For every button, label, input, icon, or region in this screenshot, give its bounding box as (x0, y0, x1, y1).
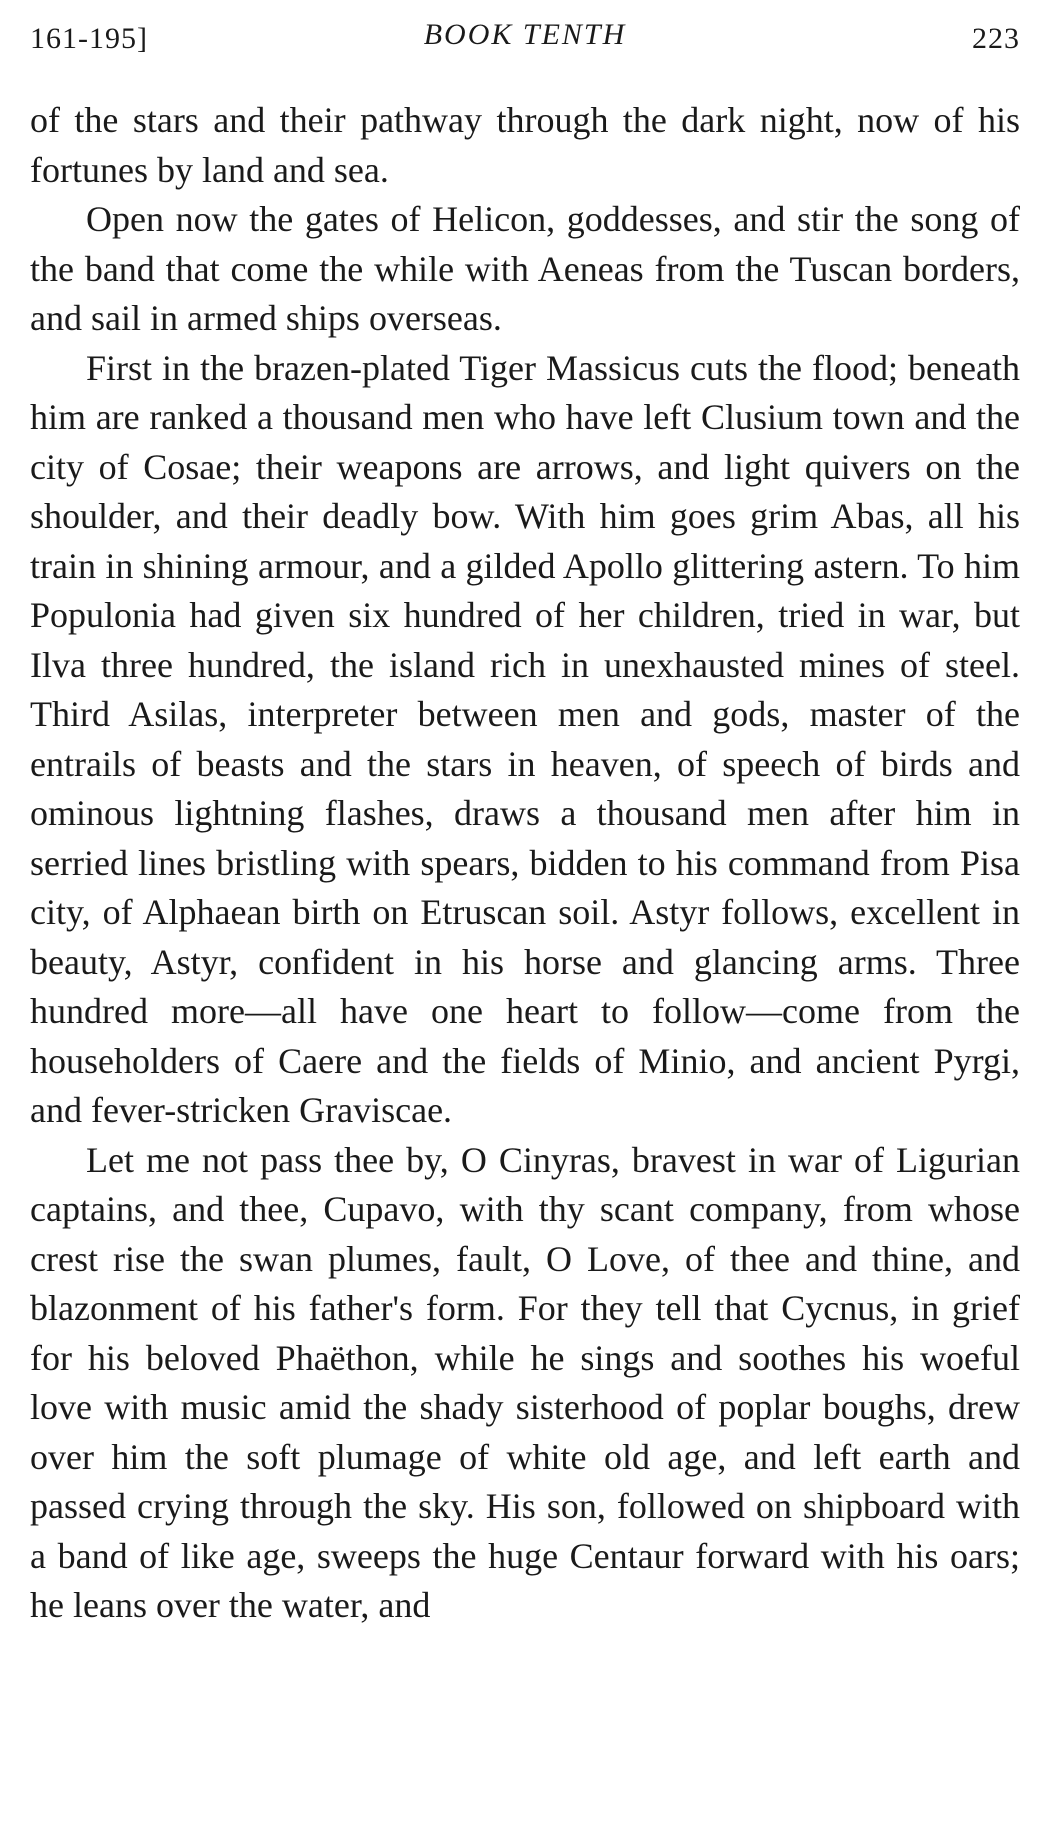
paragraph-helicon: Open now the gates of Helicon, goddesses, and stir the song of the band that come the while with Aeneas from the Tuscan borders, and sail in armed ships overseas. (30, 199, 1020, 338)
body-text (30, 96, 1020, 1631)
paragraph-continued: of the stars and their pathway through the dark night, now of his fortunes by land and sea. (30, 100, 1020, 190)
running-title: BOOK TENTH (423, 18, 627, 51)
book-page (30, 14, 1020, 1631)
paragraph-cinyras: Let me not pass thee by, O Cinyras, bravest in war of Ligurian captains, and thee, Cupavo, with thy scant company, from whose crest rise the swan plumes, fault, O Love, of thee and thine, and blazonment of his father's form. For they tell that Cycnus, in grief for his beloved Phaëthon, while he sings and soothes his woeful love with music amid the shady sisterhood of poplar boughs, drew over him the soft plumage of white old age, and left earth and passed crying through the sky. His son, followed on shipboard with a band of like age, sweeps the huge Centaur forward with his oars; he leans over the water, and (30, 1139, 1020, 1625)
page-number: 223 (972, 22, 1020, 55)
paragraph-massicus: First in the brazen-plated Tiger Massicus cuts the flood; beneath him are ranked a thousand men who have left Clusium town and the city of Cosae; their weapons are arrows, and light quivers on the shoulder, and their deadly bow. With him goes grim Abas, all his train in shining armour, and a gilded Apollo glittering astern. To him Populonia had given six hundred of her children, tried in war, but Ilva three hundred, the island rich in unexhausted mines of steel. Third Asilas, interpreter between men and gods, master of the entrails of beasts and the stars in heaven, of speech of birds and ominous lightning flashes, draws a thousand men after him in serried lines bristling with spears, bidden to his command from Pisa city, of Alphaean birth on Etruscan soil. Astyr follows, excellent in beauty, Astyr, confident in his horse and glancing arms. Three hundred more—all have one heart to follow—come from the householders of Caere and the fields of Minio, and ancient Pyrgi, and fever-stricken Graviscae. (30, 347, 1020, 1130)
line-range: 161-195] (30, 22, 148, 55)
page-header (30, 14, 1020, 68)
